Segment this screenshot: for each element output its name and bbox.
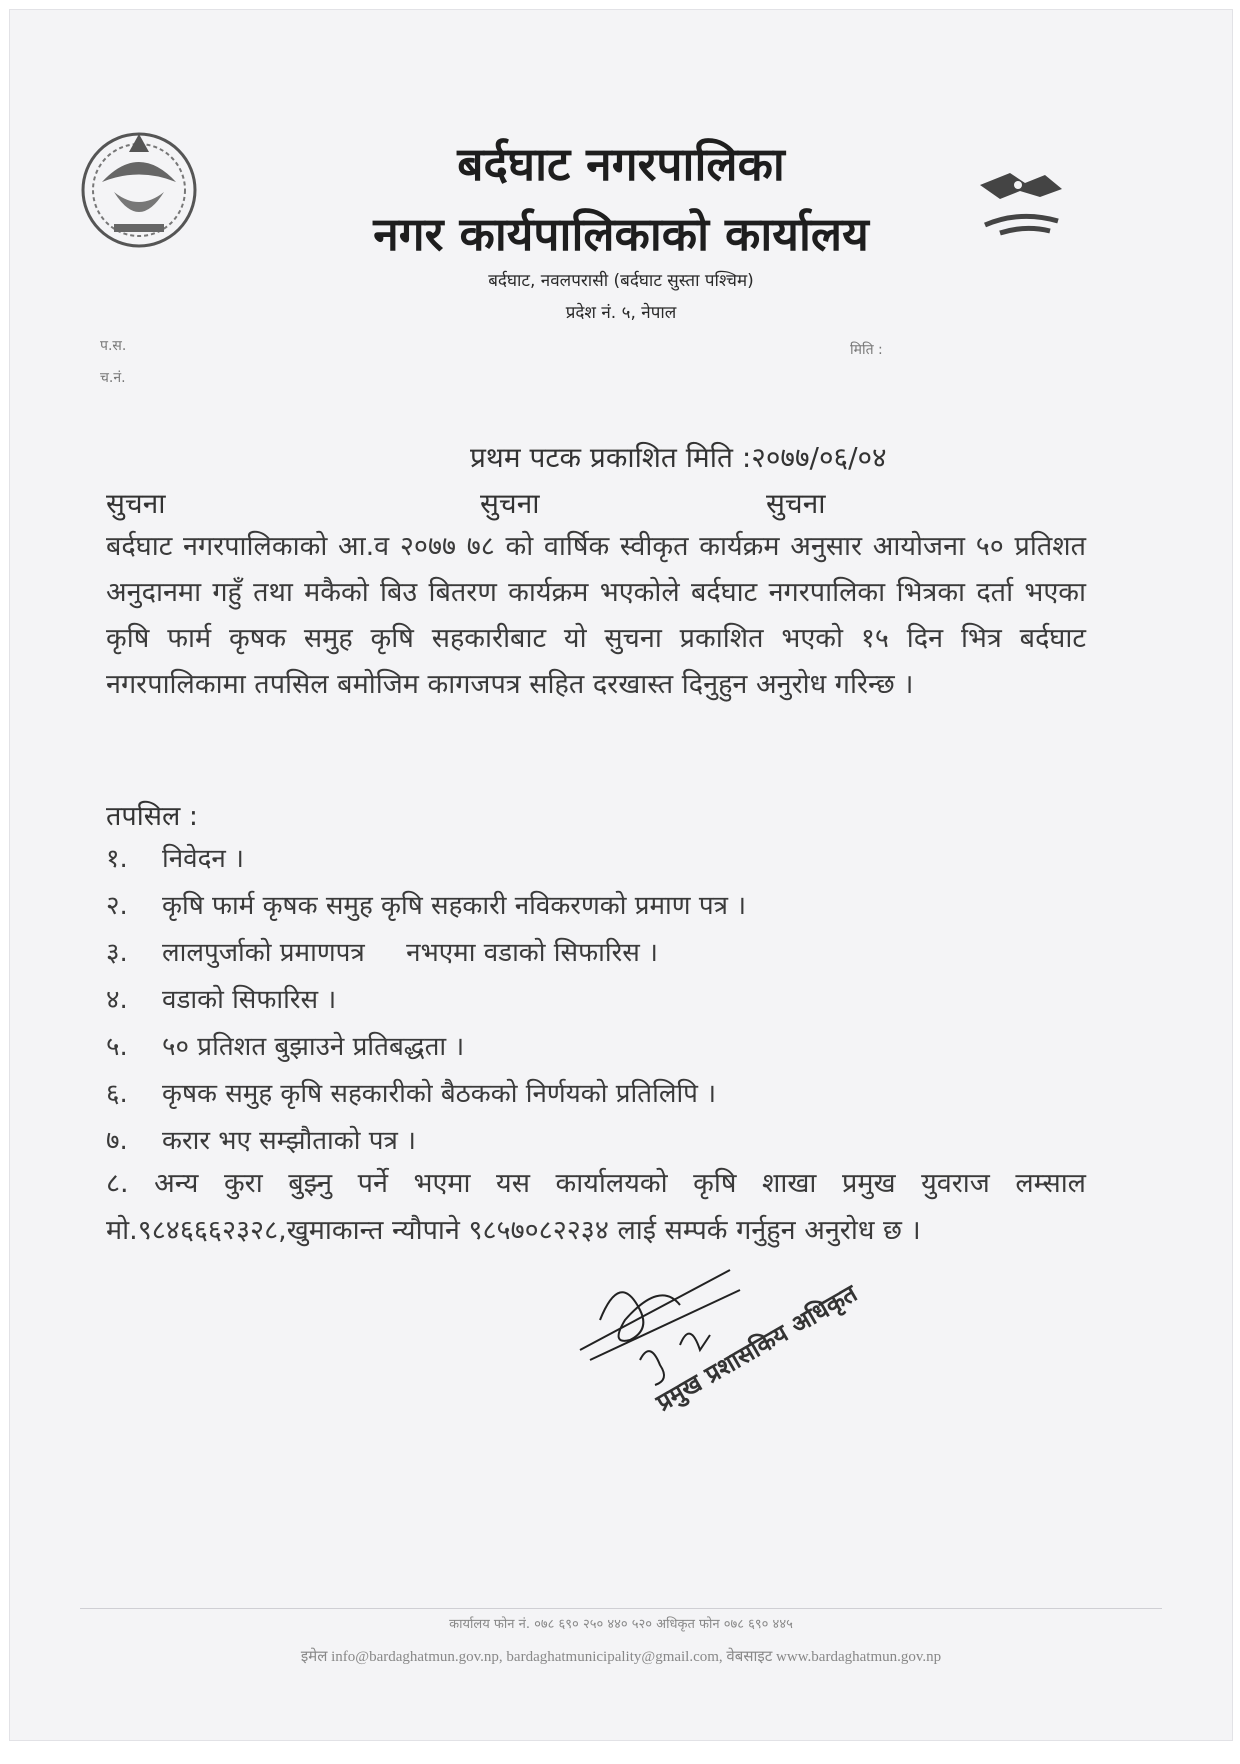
list-item: ३. लालपुर्जाको प्रमाणपत्र नभएमा वडाको सिफारिस । bbox=[106, 938, 658, 968]
list-item: ५. ५० प्रतिशत बुझाउने प्रतिबद्धता । bbox=[106, 1032, 465, 1062]
list-item: ७. करार भए सम्झौताको पत्र । bbox=[106, 1126, 416, 1156]
office-name: नगर कार्यपालिकाको कार्यालय bbox=[373, 207, 869, 261]
notice-heading-right: सुचना bbox=[766, 487, 826, 520]
footer-divider bbox=[80, 1608, 1162, 1609]
list-item: २. कृषि फार्म कृषक समुह कृषि सहकारी नविकरणको प्रमाण पत्र । bbox=[106, 891, 747, 921]
list-item: ६. कृषक समुह कृषि सहकारीको बैठकको निर्णयको प्रतिलिपि । bbox=[106, 1079, 717, 1109]
ps-label: प.स. bbox=[100, 338, 127, 354]
list-item: १. निवेदन । bbox=[106, 844, 244, 874]
list-item: ४. वडाको सिफारिस । bbox=[106, 985, 337, 1015]
requirements-list bbox=[106, 836, 1096, 1165]
organization-name: बर्दघाट नगरपालिका bbox=[457, 137, 785, 191]
footer-contact: इमेल info@bardaghatmun.gov.np, bardaghatmunicipality@gmail.com, वेबसाइट www.bardaghatmun.gov.np bbox=[300, 1649, 942, 1665]
cn-label: च.नं. bbox=[100, 370, 126, 386]
document-page bbox=[10, 10, 1232, 1740]
office-address: बर्दघाट, नवलपरासी (बर्दघाट सुस्ता पश्चिम) bbox=[488, 271, 754, 291]
notice-heading-center: सुचना bbox=[480, 487, 540, 520]
office-province: प्रदेश नं. ५, नेपाल bbox=[565, 303, 677, 323]
list-title: तपसिल : bbox=[106, 801, 198, 832]
publish-date-line: प्रथम पटक प्रकाशित मिति :२०७७/०६/०४ bbox=[470, 441, 887, 474]
notice-body: बर्दघाट नगरपालिकाको आ.व २०७७ ७८ को वार्षिक स्वीकृत कार्यक्रम अनुसार आयोजना ५० प्रतिशत अनुदानमा गहुँ तथा मकैको बिउ बितरण कार्यक्रम भएकोले बर्दघाट नगरपालिका भित्रका दर्ता भएका कृषि फार्म कृषक समुह कृषि सहकारीबाट यो सुचना प्रकाशित भएको १५ दिन भित्र बर्दघाट नगरपालिकामा तपसिल बमोजिम कागजपत्र सहित दरखास्त दिनुहुन अनुरोध गरिन्छ । bbox=[106, 531, 1086, 700]
contact-instruction: ८. अन्य कुरा बुझ्नु पर्ने भएमा यस कार्यालयको कृषि शाखा प्रमुख युवराज लम्साल मो.९८४६६६२३२८,खुमाकान्त न्यौपाने ९८५७०८२२३४ लाई सम्पर्क गर्नुहुन अनुरोध छ । bbox=[106, 1168, 1086, 1246]
footer-phone: कार्यालय फोन नं. ०७८ ६९० २५० ४४० ५२० अधिकृत फोन ०७८ ६९० ४४५ bbox=[449, 1617, 793, 1632]
official-designation-stamp: प्रमुख प्रशासकिय अधिकृत bbox=[651, 1279, 862, 1417]
notice-heading-left: सुचना bbox=[106, 487, 166, 520]
date-label: मिति : bbox=[850, 342, 883, 358]
